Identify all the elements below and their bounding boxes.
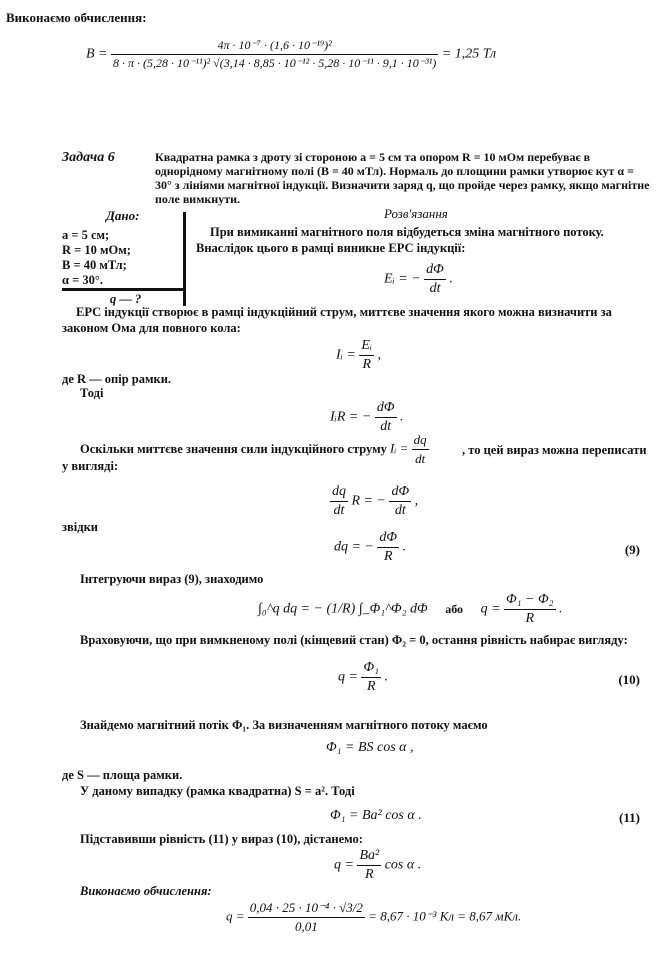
paragraph-11: Виконаємо обчислення: <box>80 884 212 898</box>
eq1-num: dΦ <box>424 262 446 280</box>
eq7-lhs: q = <box>338 669 358 685</box>
given-b: B = 40 мТл; <box>62 258 127 272</box>
given-a: a = 5 см; <box>62 228 110 242</box>
eq4-num2: dΦ <box>389 484 411 502</box>
eq6-left: ∫₀^q dq = − (1/R) ∫_Φ₁^Φ₂ dΦ <box>258 601 428 617</box>
solution-title: Розв'язання <box>384 206 448 221</box>
eq-b-lhs: B = <box>86 46 108 62</box>
eq2-lhs: Iᵢ = <box>336 347 356 363</box>
paragraph-6: Інтегруючи вираз (9), знаходимо <box>80 572 264 586</box>
paragraph-3b: Тоді <box>80 386 104 400</box>
eq6-tail: . <box>559 601 563 617</box>
eq4-num1: dq <box>330 484 348 502</box>
paragraph-4b: , то цей вираз можна переписати у вигляді: <box>62 443 647 473</box>
paragraph-2: ЕРС індукції створює в рамці індукційний струм, миттєве значення якого можна визначити за законом Ома для повного кола: <box>62 305 612 335</box>
eq2-tail: , <box>377 347 382 363</box>
eq10-num: Ba² <box>357 848 381 866</box>
task-label: Задача 6 <box>62 150 115 165</box>
eq2-num: Eᵢ <box>359 338 374 356</box>
paragraph-8: Знайдемо магнітний потік Φ₁. За визначенням магнітного потоку маємо <box>80 718 488 732</box>
eq7-num: Φ₁ <box>361 660 381 678</box>
eq1-lhs: Eᵢ = − <box>384 271 421 287</box>
eq11-lhs: q = <box>226 908 245 924</box>
eq11-tail: = 8,67 · 10⁻³ Кл = 8,67 мКл. <box>368 908 522 924</box>
eq3-tail: . <box>400 409 404 425</box>
eq1-tail: . <box>449 271 453 287</box>
p4eq-den: dt <box>415 451 426 466</box>
eq3-lhs: IᵢR = − <box>330 409 372 425</box>
eq5-num: dΦ <box>377 530 399 548</box>
eq7-tail: . <box>384 669 388 685</box>
eq-b-rhs: = 1,25 Тл <box>441 46 497 62</box>
formula-1 <box>384 262 453 297</box>
task-text: Квадратна рамка з дроту зі стороною a = 5 см та опором R = 10 мОм перебуває в однорідному магнітному полі (B = 40 мТл). Нормаль до площини рамки утворює кут α = 30° з лініями магнітної індукції. Визначити заряд q, що пройде через рамку, якщо магнітне поле вимкнути. <box>155 150 650 206</box>
eq11-num: 0,04 · 25 · 10⁻⁴ · √3/2 <box>248 900 365 918</box>
eq7-den: R <box>366 679 376 694</box>
eq6-den: R <box>525 611 535 626</box>
formula-3 <box>330 400 404 435</box>
formula-8: Φ₁ = BS cos α , <box>326 740 414 755</box>
p4eq-num: dq <box>412 432 429 450</box>
eq-b-numerator: 4π · 10⁻⁷ · (1,6 · 10⁻¹⁹)² <box>111 38 438 55</box>
paragraph-9a: де S — площа рамки. <box>62 768 183 782</box>
eq-number-11: (11) <box>619 810 640 825</box>
formula-7 <box>338 660 388 695</box>
paragraph-5: звідки <box>62 520 98 534</box>
paragraph-10: Підставивши рівність (11) у вираз (10), дістанемо: <box>80 832 363 846</box>
paragraph-4a: Оскільки миттєве значення сили індукційного струму <box>80 442 387 456</box>
eq-b-denominator: 8 · π · (5,28 · 10⁻¹¹)² √(3,14 · 8,85 · 10⁻¹² · 5,28 · 10⁻¹¹ · 9,1 · 10⁻³¹) <box>113 56 437 70</box>
p4eq-lhs: Iᵢ = <box>390 440 409 456</box>
eq11-den: 0,01 <box>294 919 318 934</box>
eq5-lhs: dq = − <box>334 539 374 555</box>
eq10-den: R <box>365 867 374 882</box>
formula-2 <box>336 338 381 373</box>
eq4-den2: dt <box>394 503 406 518</box>
given-alpha: α = 30°. <box>62 273 103 287</box>
eq5-tail: . <box>402 539 407 555</box>
given-divider-horizontal <box>62 288 184 291</box>
eq10-lhs: q = <box>334 857 354 873</box>
formula-11 <box>226 900 521 935</box>
heading-top: Виконаємо обчислення: <box>6 10 147 25</box>
eq5-den: R <box>383 549 393 564</box>
eq10-tail: cos α . <box>384 857 422 873</box>
eq4-tail: , <box>414 493 419 509</box>
eq6-rlhs: q = <box>480 601 501 617</box>
paragraph-7: Враховуючи, що при вимкненому полі (кінцевий стан) Φ₂ = 0, остання рівність набирає вигляду: <box>80 633 628 647</box>
formula-9: Φ₁ = Ba² cos α . <box>330 808 422 823</box>
eq3-den: dt <box>380 419 392 434</box>
paragraph-9b: У даному випадку (рамка квадратна) S = a². Тоді <box>80 784 355 798</box>
formula-4 <box>330 484 418 519</box>
given-r: R = 10 мОм; <box>62 243 131 257</box>
formula-5 <box>334 530 406 565</box>
eq-number-10: (10) <box>618 672 640 687</box>
paragraph-1: При вимиканні магнітного поля відбудеться зміна магнітного потоку. Внаслідок цього в рамці виникне ЕРС індукції: <box>196 225 604 255</box>
given-divider-vertical <box>183 212 186 306</box>
formula-6 <box>258 592 563 627</box>
eq4-den1: dt <box>333 503 345 518</box>
given-list <box>62 228 180 288</box>
formula-b <box>86 38 496 71</box>
eq6-num: Φ₁ − Φ₂ <box>504 592 556 610</box>
eq3-num: dΦ <box>375 400 397 418</box>
formula-10 <box>334 848 421 883</box>
eq4-mid: R = − <box>351 493 386 509</box>
given-title: Дано: <box>106 208 140 223</box>
paragraph-3a: де R — опір рамки. <box>62 372 172 386</box>
eq6-or: або <box>445 601 464 616</box>
eq2-den: R <box>362 357 371 372</box>
given-find: q — ? <box>110 292 142 306</box>
eq1-den: dt <box>429 281 441 296</box>
eq-number-9: (9) <box>624 542 640 557</box>
